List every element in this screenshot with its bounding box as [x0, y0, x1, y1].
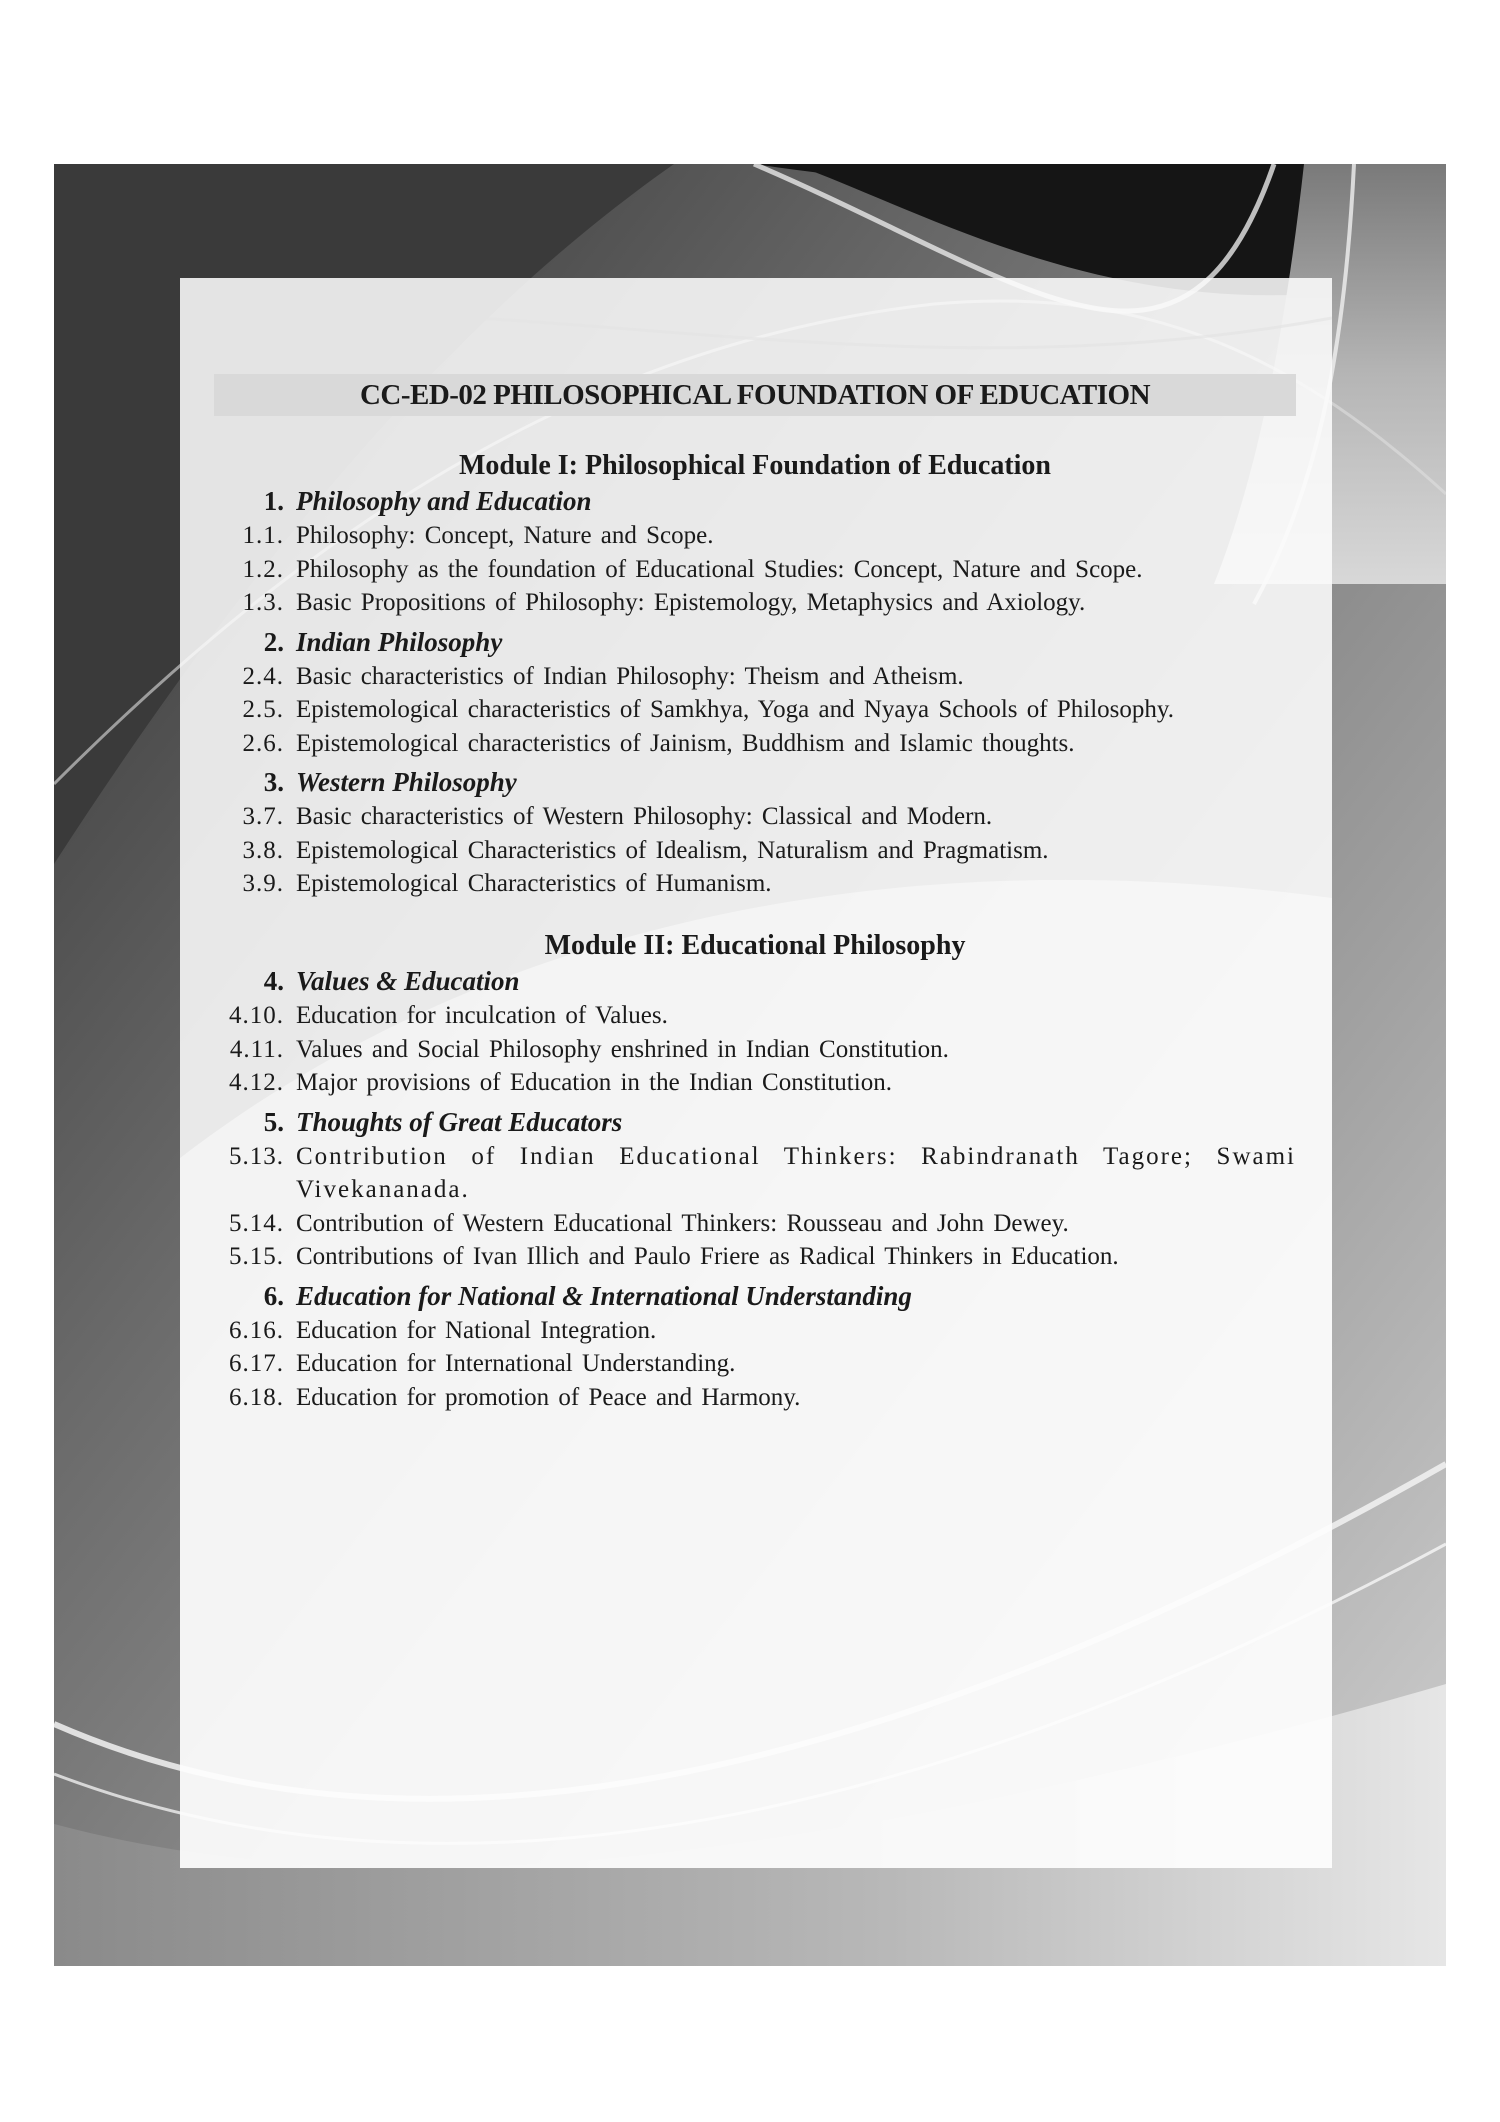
section-title: Indian Philosophy	[296, 626, 503, 657]
section-heading	[214, 963, 1296, 999]
section-number: 4.	[263, 966, 284, 996]
list-item	[214, 1033, 1296, 1067]
item-text: Education for inculcation of Values.	[296, 1002, 668, 1029]
item-number: 5.13.	[229, 1142, 284, 1170]
list-item	[214, 834, 1296, 868]
item-number: 6.17.	[229, 1350, 284, 1377]
item-text: Values and Social Philosophy enshrined in Indian Constitution.	[296, 1035, 949, 1063]
list-item	[214, 867, 1296, 901]
section-title: Western Philosophy	[296, 767, 517, 797]
item-text: Philosophy: Concept, Nature and Scope.	[296, 522, 714, 549]
module-2-heading: Module II: Educational Philosophy	[544, 930, 966, 961]
item-text: Philosophy as the foundation of Educational Studies: Concept, Nature and Scope.	[296, 555, 1143, 583]
list-item	[214, 999, 1296, 1033]
item-text: Epistemological characteristics of Samkhya, Yoga and Nyaya Schools of Philosophy.	[296, 696, 1175, 723]
section-number: 6.	[263, 1280, 284, 1311]
item-text: Basic Propositions of Philosophy: Epistemology, Metaphysics and Axiology.	[296, 589, 1086, 616]
section-heading	[214, 764, 1296, 800]
item-text: Epistemological characteristics of Jainism, Buddhism and Islamic thoughts.	[296, 729, 1075, 757]
list-item	[214, 693, 1296, 727]
item-text: Epistemological Characteristics of Humanism.	[296, 870, 772, 897]
section-title: Education for National & International Understanding	[296, 1280, 912, 1311]
list-item	[214, 1140, 1296, 1207]
item-text: Contributions of Ivan Illich and Paulo Friere as Radical Thinkers in Education.	[296, 1243, 1119, 1270]
item-text: Epistemological Characteristics of Idealism, Naturalism and Pragmatism.	[296, 836, 1049, 864]
item-text: Major provisions of Education in the Indian Constitution.	[296, 1069, 892, 1096]
list-item	[214, 1347, 1296, 1381]
item-number: 4.12.	[229, 1069, 284, 1096]
list-item	[214, 1066, 1296, 1100]
section-number: 3.	[263, 767, 284, 797]
list-item	[214, 660, 1296, 694]
module-1-list	[214, 483, 1296, 901]
list-item	[214, 727, 1296, 761]
item-text: Education for National Integration.	[296, 1316, 657, 1344]
section-heading	[214, 1104, 1296, 1140]
section-heading	[214, 624, 1296, 660]
item-number: 2.4.	[242, 662, 284, 690]
section-number: 5.	[263, 1106, 284, 1137]
list-item	[214, 519, 1296, 553]
item-number: 3.9.	[242, 870, 284, 897]
item-number: 5.14.	[229, 1209, 284, 1237]
item-number: 4.10.	[229, 1002, 284, 1029]
section-heading	[214, 483, 1296, 519]
section-title: Philosophy and Education	[296, 486, 592, 516]
item-number: 3.8.	[242, 836, 284, 864]
item-number: 2.5.	[242, 696, 284, 723]
item-number: 5.15.	[229, 1243, 284, 1270]
item-number: 3.7.	[242, 803, 284, 830]
item-number: 4.11.	[229, 1035, 284, 1063]
item-text: Contribution of Indian Educational Thinkers: Rabindranath Tagore; Swami Vivekananada.	[296, 1142, 1296, 1203]
list-item	[214, 1381, 1296, 1415]
list-item	[214, 586, 1296, 620]
list-item	[214, 800, 1296, 834]
list-item	[214, 1207, 1296, 1241]
list-item	[214, 1240, 1296, 1274]
item-text: Education for International Understanding.	[296, 1350, 736, 1377]
section-number: 1.	[263, 486, 284, 516]
item-number: 6.18.	[229, 1383, 284, 1411]
list-item	[214, 553, 1296, 587]
item-number: 6.16.	[229, 1316, 284, 1344]
item-text: Basic characteristics of Indian Philosophy: Theism and Atheism.	[296, 662, 964, 690]
item-text: Basic characteristics of Western Philosophy: Classical and Modern.	[296, 803, 993, 830]
section-number: 2.	[263, 626, 284, 657]
section-heading	[214, 1278, 1296, 1314]
item-text: Education for promotion of Peace and Harmony.	[296, 1383, 801, 1411]
item-number: 1.3.	[242, 589, 284, 616]
item-number: 1.2.	[242, 555, 284, 583]
module-2-list	[214, 963, 1296, 1414]
list-item	[214, 1314, 1296, 1348]
document-title: CC-ED-02 PHILOSOPHICAL FOUNDATION OF EDUCATION	[214, 374, 1296, 416]
module-1-heading: Module I: Philosophical Foundation of Education	[458, 450, 1051, 481]
section-title: Values & Education	[296, 966, 520, 996]
item-text: Contribution of Western Educational Thinkers: Rousseau and John Dewey.	[296, 1209, 1069, 1237]
item-number: 1.1.	[242, 522, 284, 549]
section-title: Thoughts of Great Educators	[296, 1106, 623, 1137]
item-number: 2.6.	[242, 729, 284, 757]
